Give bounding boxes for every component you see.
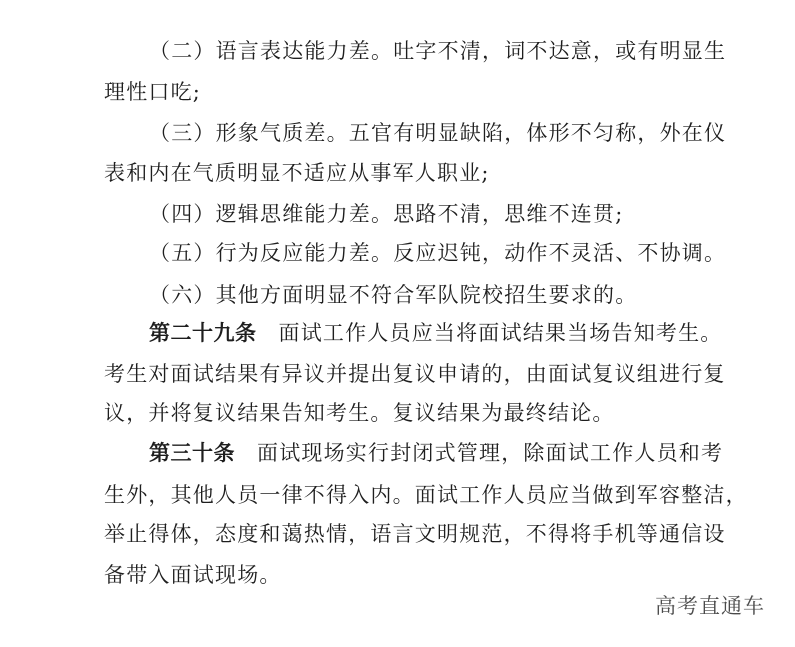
item-2-line-2: 理性口吃; <box>104 80 202 104</box>
item-2-line-1: （二）语言表达能力差。吐字不清，词不达意，或有明显生 <box>149 39 727 63</box>
article-29-text-1: 面试工作人员应当将面试结果当场告知考生。 <box>278 321 723 345</box>
article-30-line-3: 举止得体，态度和蔼热情，语言文明规范，不得将手机等通信设 <box>104 522 726 546</box>
item-6-line-1: （六）其他方面明显不符合军队院校招生要求的。 <box>149 283 638 307</box>
item-4-line-1: （四）逻辑思维能力差。思路不清，思维不连贯; <box>149 202 624 226</box>
article-30-number: 第三十条 <box>149 441 235 465</box>
article-30-line-2: 生外，其他人员一律不得入内。面试工作人员应当做到军容整洁， <box>104 483 748 507</box>
article-29-line-3: 议，并将复议结果告知考生。复议结果为最终结论。 <box>104 401 615 425</box>
item-3-line-1: （三）形象气质差。五官有明显缺陷，体形不匀称，外在仪 <box>149 121 727 145</box>
article-29-line-2: 考生对面试结果有异议并提出复议申请的，由面试复议组进行复 <box>104 362 726 386</box>
item-5-line-1: （五）行为反应能力差。反应迟钝，动作不灵活、不协调。 <box>149 241 727 265</box>
article-30-line-1 <box>149 440 723 466</box>
item-3-line-2: 表和内在气质明显不适应从事军人职业; <box>104 161 490 185</box>
article-30-text-1: 面试现场实行封闭式管理，除面试工作人员和考 <box>257 441 724 465</box>
article-29-number: 第二十九条 <box>149 321 257 345</box>
article-30-line-4: 备带入面试现场。 <box>104 563 282 587</box>
article-29-line-1 <box>149 320 723 346</box>
watermark-text: 高考直通车 <box>655 594 765 618</box>
